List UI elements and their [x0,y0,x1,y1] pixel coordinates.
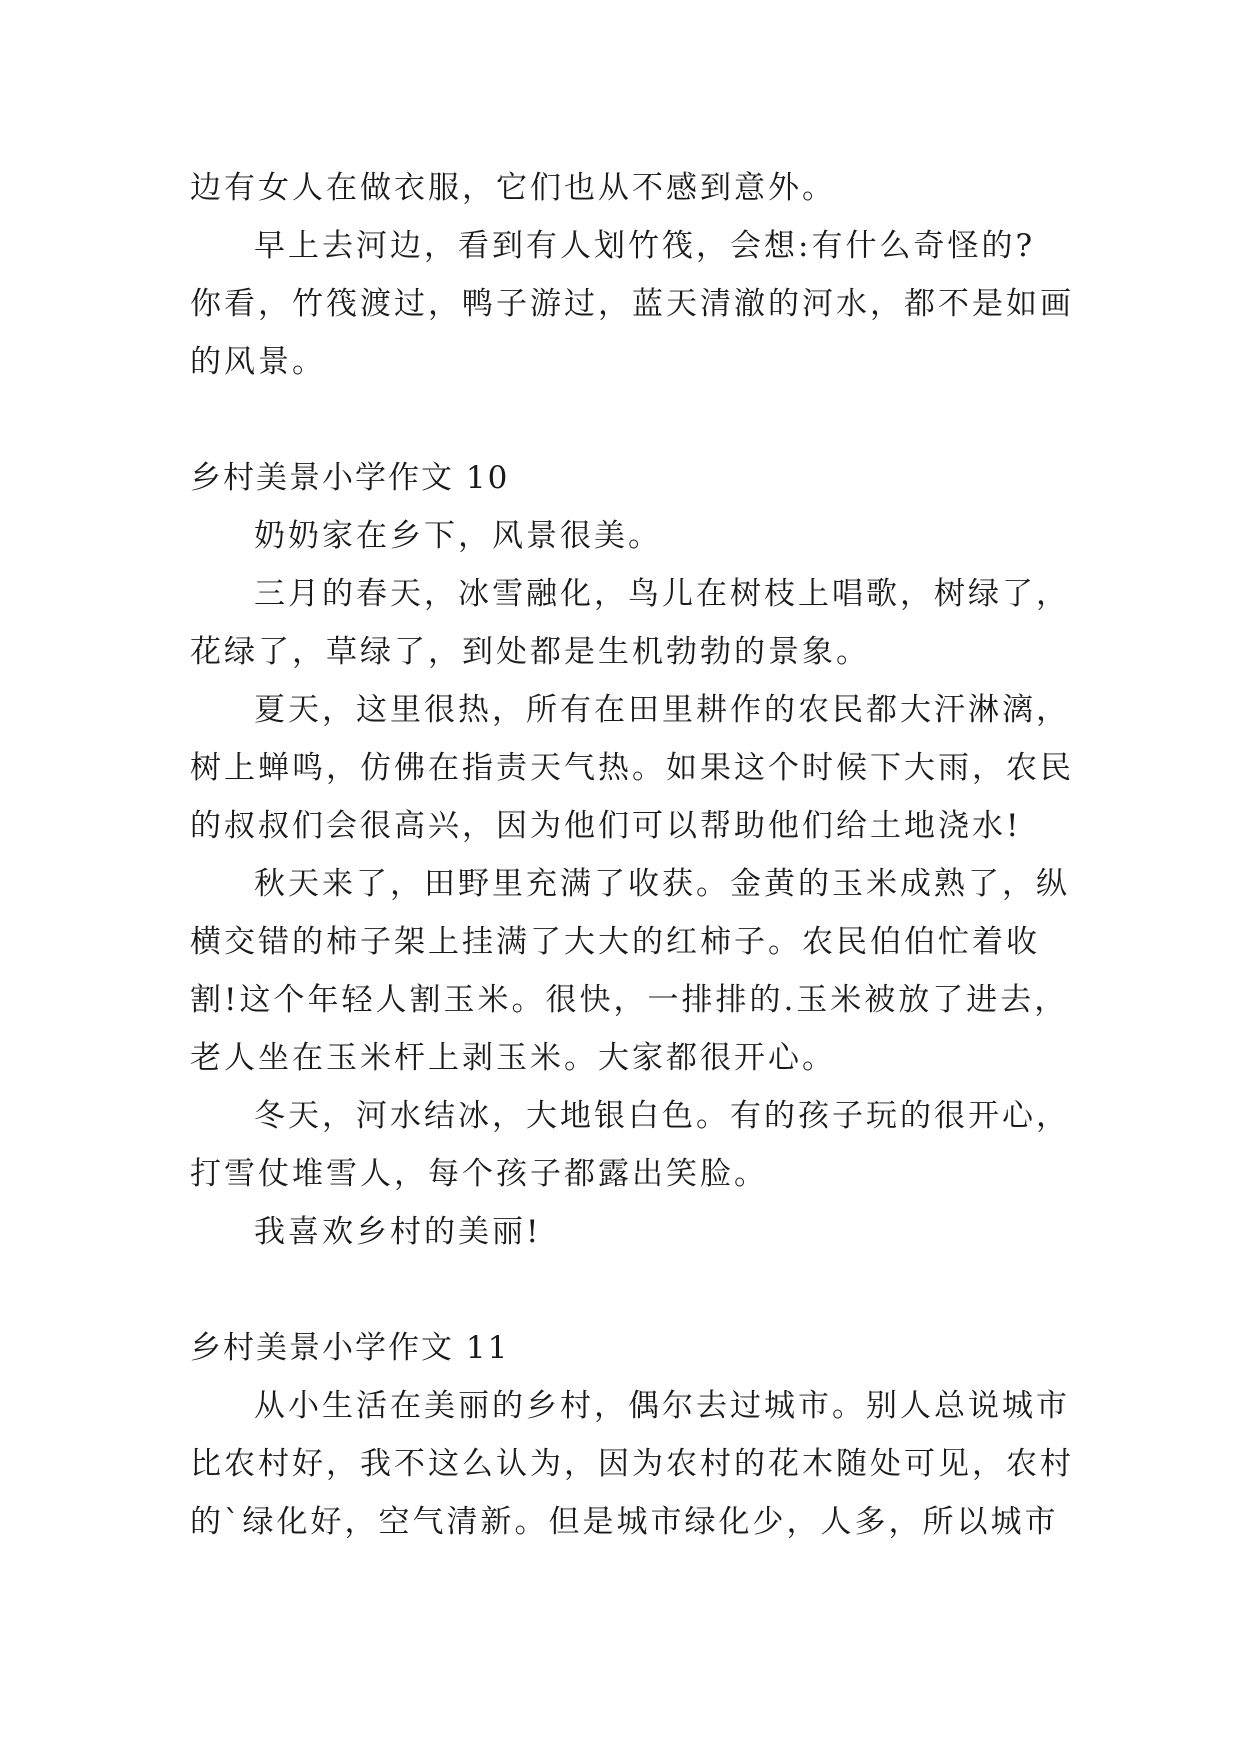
paragraph-start: 夏天，这里很热，所有在田里耕作的农民都大汗淋漓， [254,692,1070,728]
text-line: 打雪仗堆雪人，每个孩子都露出笑脸。 [190,1156,768,1192]
paragraph-start: 我喜欢乡村的美丽! [254,1214,542,1250]
paragraph-start: 冬天，河水结冰，大地银白色。有的孩子玩的很开心， [254,1098,1070,1134]
text-line: 花绿了，草绿了，到处都是生机勃勃的景象。 [190,634,870,670]
text-line: 的风景。 [190,344,326,380]
text-line: 你看，竹筏渡过，鸭子游过，蓝天清澈的河水，都不是如画 [190,286,1074,322]
section-heading: 乡村美景小学作文 11 [190,1330,510,1366]
text-line: 的叔叔们会很高兴，因为他们可以帮助他们给土地浇水! [190,808,1022,844]
text-line: 边有女人在做衣服，它们也从不感到意外。 [190,170,836,206]
section-heading: 乡村美景小学作文 10 [190,460,510,496]
text-line: 老人坐在玉米杆上剥玉米。大家都很开心。 [190,1040,836,1076]
text-line: 的`绿化好，空气清新。但是城市绿化少，人多，所以城市 [190,1504,1059,1540]
paragraph-start: 奶奶家在乡下，风景很美。 [254,518,662,554]
paragraph-start: 从小生活在美丽的乡村，偶尔去过城市。别人总说城市 [254,1388,1070,1424]
text-line: 割!这个年轻人割玉米。很快，一排排的.玉米被放了进去， [190,982,1069,1018]
paragraph-start: 秋天来了，田野里充满了收获。金黄的玉米成熟了，纵 [254,866,1070,902]
paragraph-start: 早上去河边，看到有人划竹筏，会想:有什么奇怪的? [254,228,1036,264]
paragraph-start: 三月的春天，冰雪融化，鸟儿在树枝上唱歌，树绿了， [254,576,1070,612]
text-line: 树上蝉鸣，仿佛在指责天气热。如果这个时候下大雨，农民 [190,750,1074,786]
text-line: 比农村好，我不这么认为，因为农村的花木随处可见，农村 [190,1446,1074,1482]
text-line: 横交错的柿子架上挂满了大大的红柿子。农民伯伯忙着收 [190,924,1040,960]
